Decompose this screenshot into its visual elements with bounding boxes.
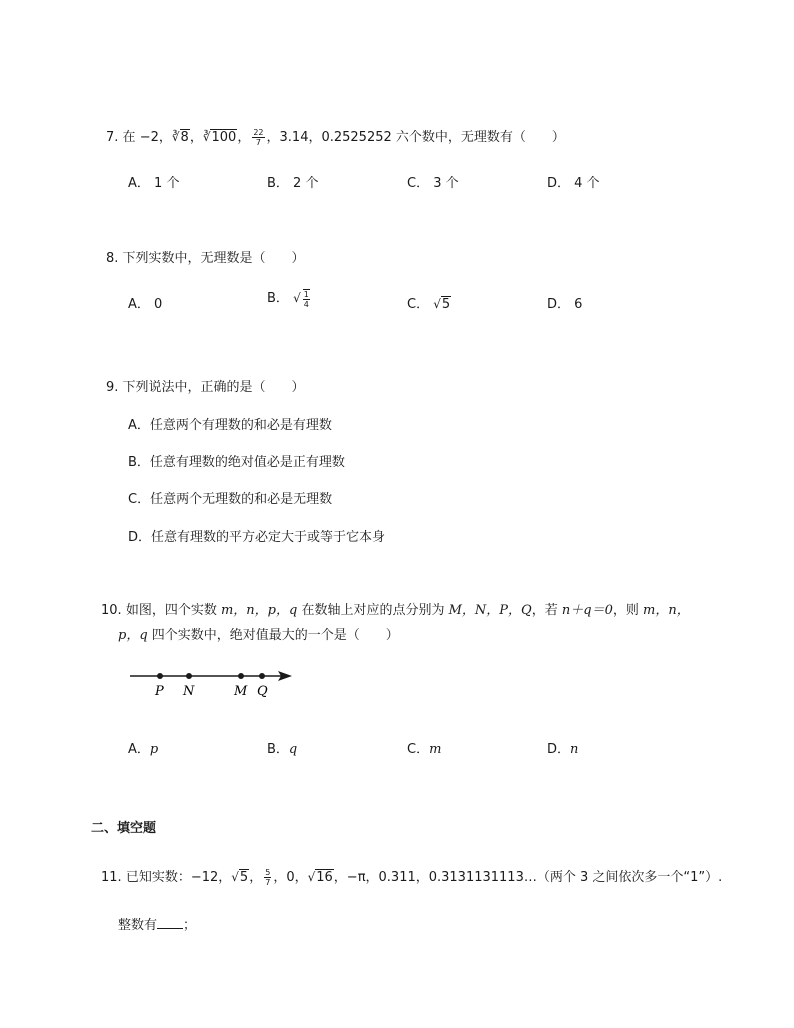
question-number: 11. bbox=[101, 870, 122, 885]
q8-option-d: D． 6 bbox=[547, 297, 583, 312]
q8-option-b: B． √ $\frac{1}{4}$ bbox=[267, 287, 312, 309]
point-n-dot bbox=[186, 673, 192, 679]
number-line-figure bbox=[128, 666, 298, 702]
q9-option-c: C．任意两个无理数的和必是无理数 bbox=[128, 492, 333, 507]
q9-option-b: B．任意有理数的绝对值必是正有理数 bbox=[128, 455, 345, 470]
q10-option-d: D．n bbox=[547, 742, 579, 757]
q7-option-d: D． 4 个 bbox=[547, 176, 600, 191]
fraction-22-7: $\frac{22}{7}$ bbox=[253, 128, 264, 147]
point-p-label: P bbox=[155, 684, 164, 699]
q9-option-a: A．任意两个有理数的和必是有理数 bbox=[128, 418, 332, 433]
question-8-stem: 8. 下列实数中，无理数是（ ） bbox=[106, 251, 305, 266]
point-n-label: N bbox=[183, 684, 195, 699]
radical-cube-root-8: ∛8 bbox=[171, 130, 189, 145]
question-number: 10. bbox=[101, 603, 122, 618]
section-heading-fill-in: 二、填空题 bbox=[91, 821, 157, 836]
q7-option-c: C． 3 个 bbox=[407, 176, 459, 191]
point-m-label: M bbox=[234, 684, 248, 699]
q9-option-d: D．任意有理数的平方必定大于或等于它本身 bbox=[128, 530, 386, 545]
answer-blank[interactable] bbox=[157, 917, 183, 929]
q7-option-a: A． 1 个 bbox=[128, 176, 180, 191]
question-11-subpart-integers: 整数有 ； bbox=[118, 918, 197, 933]
point-q-label: Q bbox=[257, 684, 268, 699]
q7-option-b: B． 2 个 bbox=[267, 176, 319, 191]
q10-option-c: C．m bbox=[407, 742, 442, 757]
question-number: 7. bbox=[106, 130, 119, 145]
q10-option-a: A．p bbox=[128, 742, 159, 757]
point-m-dot bbox=[238, 673, 244, 679]
question-10-stem-line2: p，q 四个实数中，绝对值最大的一个是（ ） bbox=[118, 628, 399, 643]
radical-sqrt-one-quarter: √ $\frac{1}{4}$ bbox=[293, 289, 309, 309]
question-11-stem: 11. 已知实数：−12，√5， $\frac{5}{7}$ ，0，√16，−π，0.311，0.3131131113…（两个 3 之间依次多一个“1”）. bbox=[101, 868, 723, 887]
radical-sqrt-16: √16 bbox=[307, 870, 333, 885]
question-7-stem: 7. 在 −2，∛8，∛100， $\frac{22}{7}$ ，3.14，0.2525252 六个数中，无理数有（ ） bbox=[106, 128, 565, 147]
question-10-stem-line1: 10. 如图，四个实数 m，n，p，q 在数轴上对应的点分别为 M，N，P，Q，若 n＋q＝0，则 m，n， bbox=[101, 603, 690, 618]
q8-option-a: A． 0 bbox=[128, 297, 163, 312]
radical-sqrt-5: √5 bbox=[433, 297, 451, 312]
q8-option-c: C． √5 bbox=[407, 297, 451, 312]
q10-option-b: B．q bbox=[267, 742, 298, 757]
question-9-stem: 9. 下列说法中，正确的是（ ） bbox=[106, 380, 305, 395]
question-number: 8. bbox=[106, 251, 119, 266]
point-p-dot bbox=[157, 673, 163, 679]
radical-cube-root-100: ∛100 bbox=[202, 130, 237, 145]
point-q-dot bbox=[259, 673, 265, 679]
question-number: 9. bbox=[106, 380, 119, 395]
fraction-5-7: $\frac{5}{7}$ bbox=[265, 868, 271, 887]
radical-sqrt-5: √5 bbox=[231, 870, 249, 885]
